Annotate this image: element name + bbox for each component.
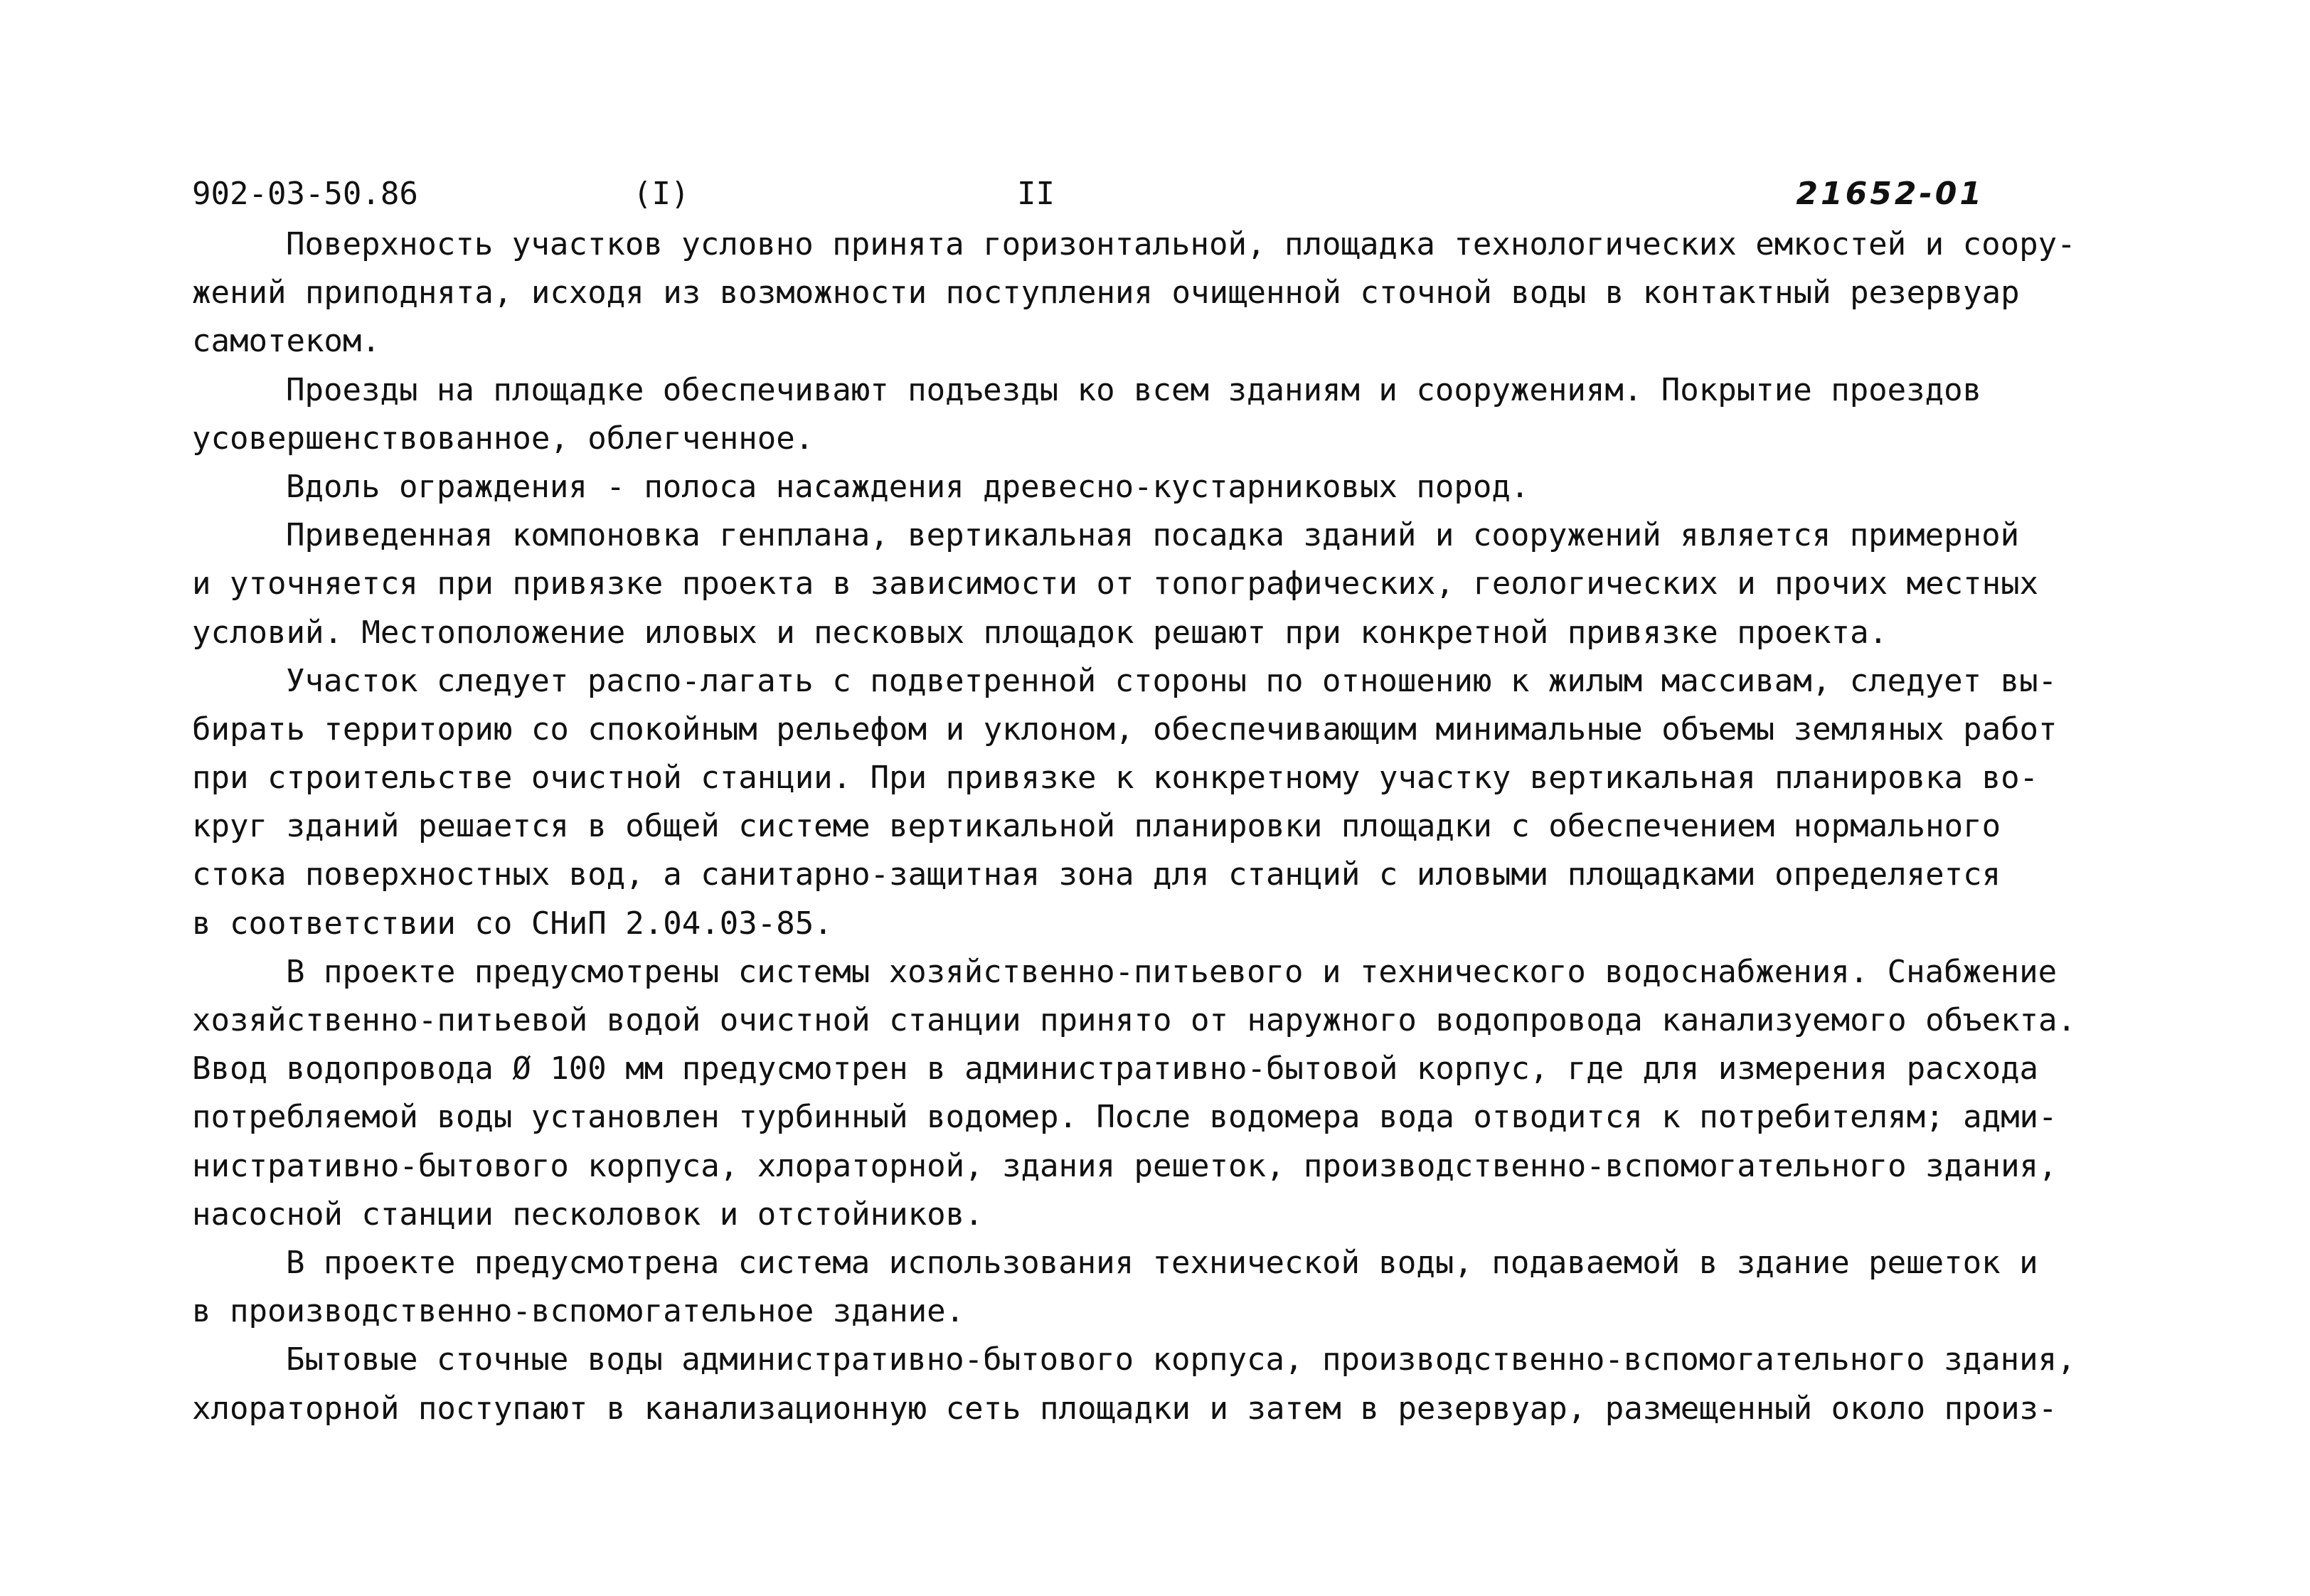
volume-number: (I) bbox=[633, 176, 690, 212]
text-line: при строительстве очистной станции. При привязке к конкретному участку вертикальная планировка во- bbox=[192, 760, 2039, 797]
text-line: хлораторной поступают в канализационную сеть площадки и затем в резервуар, размещенный около произ- bbox=[192, 1390, 2058, 1427]
text-line: В проекте предусмотрена система использования технической воды, подаваемой в здание решеток и bbox=[286, 1244, 2038, 1281]
text-line: круг зданий решается в общей системе вертикальной планировки площадки с обеспечением нормального bbox=[192, 808, 2001, 845]
text-line: Ввод водопровода Ø 100 мм предусмотрен в административно-бытовой корпус, где для измерения расхода bbox=[192, 1050, 2039, 1087]
text-line: Вдоль ограждения - полоса насаждения древесно-кустарниковых пород. bbox=[286, 468, 1530, 505]
text-line: в производственно-вспомогательное здание. bbox=[192, 1293, 965, 1330]
text-line: условий. Местоположение иловых и песковых площадок решают при конкретной привязке проекта. bbox=[192, 614, 1888, 651]
text-line: Бытовые сточные воды административно-бытового корпуса, производственно-вспомогательного здания, bbox=[286, 1341, 2076, 1378]
text-line: жений приподнята, исходя из возможности поступления очищенной сточной воды в контактный резервуар bbox=[192, 275, 2020, 312]
text-line: самотеком. bbox=[192, 323, 380, 360]
text-line: Участок следует распо-лагать с подветренной стороны по отношению к жилым массивам, следует вы- bbox=[286, 662, 2058, 699]
body-text bbox=[192, 220, 2112, 1433]
text-line: и уточняется при привязке проекта в зависимости от топографических, геологических и прочих местных bbox=[192, 565, 2039, 602]
text-line: нистративно-бытового корпуса, хлораторной, здания решеток, производственно-вспомогательного здания, bbox=[192, 1147, 2058, 1184]
text-line: потребляемой воды установлен турбинный водомер. После водомера вода отводится к потребителям; адми- bbox=[192, 1099, 2058, 1136]
text-line: в соответствии со СНиП 2.04.03-85. bbox=[192, 905, 833, 942]
text-line: хозяйственно-питьевой водой очистной станции принято от наружного водопровода канализуемого объекта. bbox=[192, 1002, 2077, 1038]
text-line: Проезды на площадке обеспечивают подъезды ко всем зданиям и сооружениям. Покрытие проездов bbox=[286, 371, 1982, 408]
text-line: насосной станции песколовок и отстойников. bbox=[192, 1196, 984, 1233]
text-line: усовершенствованное, облегченное. bbox=[192, 420, 814, 457]
text-line: бирать территорию со спокойным рельефом и уклоном, обеспечивающим минимальные объемы земляных работ bbox=[192, 711, 2058, 748]
text-line: В проекте предусмотрены системы хозяйственно-питьевого и технического водоснабжения. Снабжение bbox=[286, 953, 2058, 990]
text-line: стока поверхностных вод, а санитарно-защитная зона для станций с иловыми площадками определяется bbox=[192, 856, 2001, 893]
page-number: II bbox=[1017, 176, 1055, 212]
text-line: Поверхность участков условно принята горизонтальной, площадка технологических емкостей и соору- bbox=[286, 226, 2076, 262]
page-header bbox=[192, 169, 1984, 219]
document-code: 902-03-50.86 bbox=[192, 176, 418, 212]
text-line: Приведенная компоновка генплана, вертикальная посадка зданий и сооружений является примерной bbox=[286, 517, 2020, 554]
sheet-number: 21652-01 bbox=[1796, 176, 1984, 212]
